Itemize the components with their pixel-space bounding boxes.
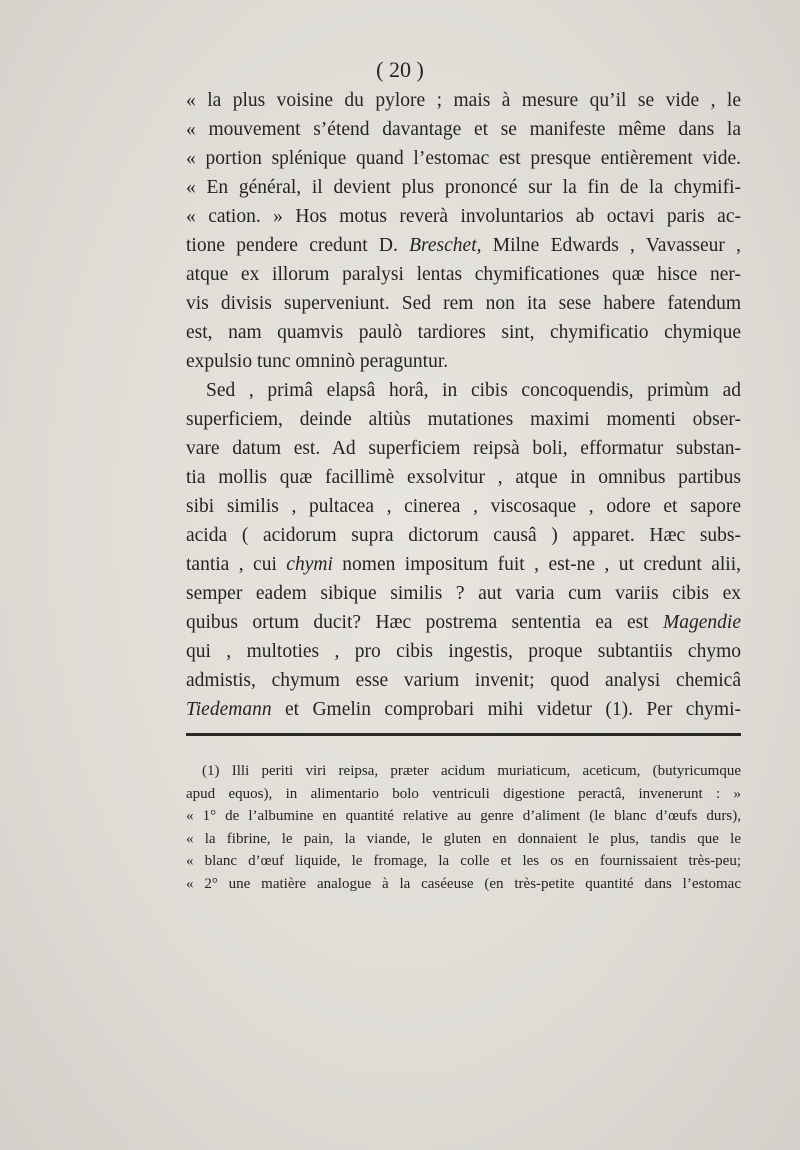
footnote-line: (1) Illi periti viri reipsa, præter acidum muriaticum, aceticum, (butyricumque xyxy=(202,763,741,779)
footnotes xyxy=(186,760,741,895)
footnote-separator xyxy=(186,733,741,736)
text-line: expulsio tunc omninò peraguntur. xyxy=(186,351,449,372)
text-line: « En général, il devient plus prononcé sur la fin de la chymifi- xyxy=(186,177,741,198)
footnote-line: « 2° une matière analogue à la caséeuse (en très-petite quantité dans l’estomac xyxy=(186,875,741,892)
text-line: acida ( acidorum supra dictorum causâ ) apparet. Hæc subs- xyxy=(186,525,741,546)
footnote-line: « blanc d’œuf liquide, le fromage, la colle et les os en fournissaient très-peu; xyxy=(186,853,741,869)
text-line: semper eadem sibique similis ? aut varia cum variis cibis ex xyxy=(186,583,741,604)
footnote-line: « la fibrine, le pain, la viande, le gluten en donnaient le plus, tandis que le xyxy=(186,830,741,847)
text-line: sibi similis , pultacea , cinerea , viscosaque , odore et sapore xyxy=(186,496,741,517)
text-line: superficiem, deinde altiùs mutationes maximi momenti obser- xyxy=(186,409,741,430)
text-line: atque ex illorum paralysi lentas chymificationes quæ hisce ner- xyxy=(186,264,741,285)
text-line: est, nam quamvis paulò tardiores sint, chymificatio chymique xyxy=(186,322,741,343)
text-line: « cation. » Hos motus reverà involuntarios ab octavi paris ac- xyxy=(186,206,741,227)
text-line: admistis, chymum esse varium invenit; quod analysi chemicâ xyxy=(186,670,741,691)
text-line: qui , multoties , pro cibis ingestis, proque subtantiis chymo xyxy=(186,641,741,662)
text-line: Sed , primâ elapsâ horâ, in cibis concoquendis, primùm ad xyxy=(206,380,741,401)
footnote-line: apud equos), in alimentario bolo ventriculi digestione peractâ, invenerunt : » xyxy=(186,785,741,802)
text-line: vis divisis superveniunt. Sed rem non ita sese habere fatendum xyxy=(186,293,741,314)
page-number: ( 20 ) xyxy=(376,57,424,82)
text-line: « mouvement s’étend davantage et se manifeste même dans la xyxy=(186,119,741,140)
body-text xyxy=(186,86,741,724)
footnote-line: « 1° de l’albumine en quantité relative au genre d’aliment (le blanc d’œufs durs), xyxy=(186,808,741,824)
text-line: « la plus voisine du pylore ; mais à mesure qu’il se vide , le xyxy=(186,90,741,111)
text-line: tione pendere credunt D. Breschet, Milne Edwards , Vavasseur , xyxy=(186,235,741,256)
text-line: « portion splénique quand l’estomac est presque entièrement vide. xyxy=(186,148,741,169)
text-line: vare datum est. Ad superficiem reipsà boli, efformatur substan- xyxy=(186,438,741,459)
text-line: tantia , cui chymi nomen impositum fuit , est-ne , ut credunt alii, xyxy=(186,554,742,575)
text-line: tia mollis quæ facillimè exsolvitur , atque in omnibus partibus xyxy=(186,467,741,488)
text-line: Tiedemann et Gmelin comprobari mihi videtur (1). Per chymi- xyxy=(186,699,741,720)
text-line: quibus ortum ducit? Hæc postrema sententia ea est Magendie xyxy=(186,612,741,633)
